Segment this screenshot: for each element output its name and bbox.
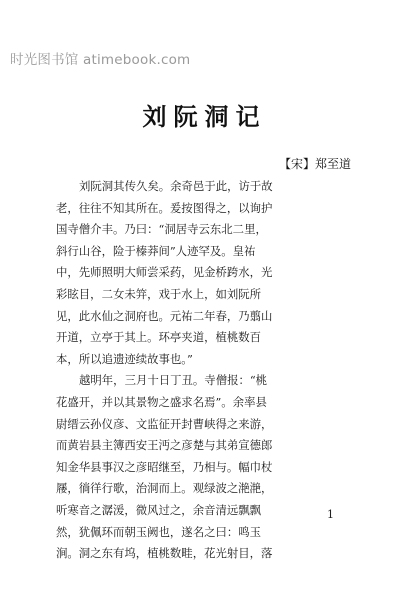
author-line: 【宋】郑至道 (278, 157, 351, 171)
text-line: 刘阮洞其传久矣。余奇邑于此，访于故 (79, 179, 273, 193)
text-line: 开道，立亭于其上。环亭夹道，植桃数百 (56, 330, 262, 345)
text-line: 听寒音之潺湲，微风过之，余音清远飘飘 (56, 502, 262, 517)
text-line: 国寺僧介丰。乃曰：“洞居寺云东北二里， (56, 222, 267, 237)
text-line: 屦，徜徉行歌，治洞而上。观绿波之滟滟， (56, 481, 273, 496)
text-line: 而黄岩县主簿西安王沔之彦楚与其弟宣德郎 (56, 438, 273, 453)
watermark: 时光图书馆 atimebook.com (10, 52, 191, 68)
text-line: 彩眩目，二女未笄，戏于水上，如刘阮所 (56, 286, 262, 301)
text-line: 知金华县事汉之彦昭继至，乃相与。幅巾杖 (56, 459, 273, 474)
text-line: 越明年，三月十日丁丑。寺僧报：“桃 (79, 373, 268, 388)
text-line: 见，此水仙之洞府也。元祐二年春，乃翦山 (56, 308, 273, 323)
text-line: 然，犹佩环而朝玉阙也，遂名之曰：鸣玉 (56, 524, 262, 539)
page-title: 刘阮洞记 (142, 102, 267, 131)
text-line: 中，先师照明大师尝采药，见金桥跨水，光 (56, 265, 273, 280)
text-line: 本，所以追遗迹续故事也。” (56, 351, 193, 366)
text-line: 尉缙云孙仪彦、文监征开封曹峡得之来游， (56, 416, 273, 431)
body-text (56, 176, 346, 565)
page-number: 1 (327, 508, 334, 521)
text-line: 花盛开，并以其景物之盛求名焉”。余率县 (56, 394, 267, 409)
text-line: 斜行山谷，险于榛莽间”人迹罕及。皇祐 (56, 243, 256, 258)
text-line: 老，往往不知其所在。爰按图得之，以询护 (56, 200, 273, 215)
text-line: 涧。洞之东有坞，植桃数畦，花光射目，落 (56, 546, 273, 561)
